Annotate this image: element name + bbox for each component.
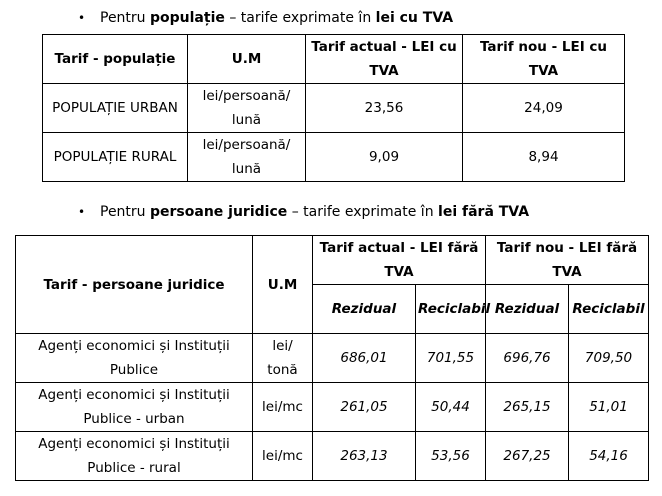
cell-nou-rezidual: 265,15 bbox=[486, 383, 569, 432]
heading-prefix: Pentru bbox=[100, 10, 150, 26]
cell-tarif: POPULAȚIE RURAL bbox=[43, 133, 188, 182]
header-um: U.M bbox=[253, 236, 313, 334]
table-row bbox=[16, 334, 649, 383]
heading-unit: lei fără TVA bbox=[438, 204, 530, 220]
header-tarif: Tarif - persoane juridice bbox=[16, 236, 253, 334]
heading-prefix: Pentru bbox=[100, 204, 150, 220]
cell-actual-reciclabil: 701,55 bbox=[416, 334, 486, 383]
cell-nou-reciclabil: 709,50 bbox=[569, 334, 649, 383]
section-persoane-juridice-heading bbox=[78, 202, 529, 222]
cell-tarif: POPULAȚIE URBAN bbox=[43, 84, 188, 133]
header-tarif-actual: Tarif actual - LEI cu TVA bbox=[306, 35, 463, 84]
cell-actual-rezidual: 263,13 bbox=[313, 432, 416, 481]
heading-unit: lei cu TVA bbox=[375, 10, 454, 26]
heading-bold-word: persoane juridice bbox=[150, 204, 288, 220]
table-header-row bbox=[16, 236, 649, 285]
cell-um: lei/ tonă bbox=[253, 334, 313, 383]
cell-nou-rezidual: 696,76 bbox=[486, 334, 569, 383]
cell-um: lei/persoană/ lună bbox=[188, 84, 306, 133]
bullet-icon: • bbox=[78, 205, 86, 219]
heading-bold-word: populație bbox=[150, 10, 225, 26]
header-um: U.M bbox=[188, 35, 306, 84]
tariff-table-persoane-juridice bbox=[15, 235, 649, 481]
cell-nou: 8,94 bbox=[463, 133, 625, 182]
cell-nou-reciclabil: 54,16 bbox=[569, 432, 649, 481]
heading-middle: – tarife exprimate în bbox=[224, 10, 376, 26]
cell-nou-rezidual: 267,25 bbox=[486, 432, 569, 481]
cell-actual: 23,56 bbox=[306, 84, 463, 133]
cell-tarif: Agenți economici și Instituții Publice - rural bbox=[16, 432, 253, 481]
header-tarif-nou: Tarif nou - LEI cu TVA bbox=[463, 35, 625, 84]
cell-actual-rezidual: 261,05 bbox=[313, 383, 416, 432]
header-tarif-nou: Tarif nou - LEI fără TVA bbox=[486, 236, 649, 285]
table-row bbox=[43, 133, 625, 182]
cell-nou: 24,09 bbox=[463, 84, 625, 133]
header-tarif-actual: Tarif actual - LEI fără TVA bbox=[313, 236, 486, 285]
cell-nou-reciclabil: 51,01 bbox=[569, 383, 649, 432]
subheader-nou-rezidual: Rezidual bbox=[486, 285, 569, 334]
table-row bbox=[16, 383, 649, 432]
subheader-actual-rezidual: Rezidual bbox=[313, 285, 416, 334]
header-tarif: Tarif - populație bbox=[43, 35, 188, 84]
table-row bbox=[16, 432, 649, 481]
subheader-actual-reciclabil: Reciclabil bbox=[416, 285, 486, 334]
cell-actual-reciclabil: 53,56 bbox=[416, 432, 486, 481]
cell-actual: 9,09 bbox=[306, 133, 463, 182]
cell-um: lei/mc bbox=[253, 432, 313, 481]
cell-tarif: Agenți economici și Instituții Publice - urban bbox=[16, 383, 253, 432]
table-header-row bbox=[43, 35, 625, 84]
subheader-nou-reciclabil: Reciclabil bbox=[569, 285, 649, 334]
tariff-table-populatie bbox=[42, 34, 625, 182]
cell-actual-reciclabil: 50,44 bbox=[416, 383, 486, 432]
section-populatie-heading bbox=[78, 8, 453, 28]
heading-middle: – tarife exprimate în bbox=[287, 204, 439, 220]
cell-um: lei/mc bbox=[253, 383, 313, 432]
cell-um: lei/persoană/ lună bbox=[188, 133, 306, 182]
cell-actual-rezidual: 686,01 bbox=[313, 334, 416, 383]
bullet-icon: • bbox=[78, 11, 86, 25]
cell-tarif: Agenți economici și Instituții Publice bbox=[16, 334, 253, 383]
table-row bbox=[43, 84, 625, 133]
